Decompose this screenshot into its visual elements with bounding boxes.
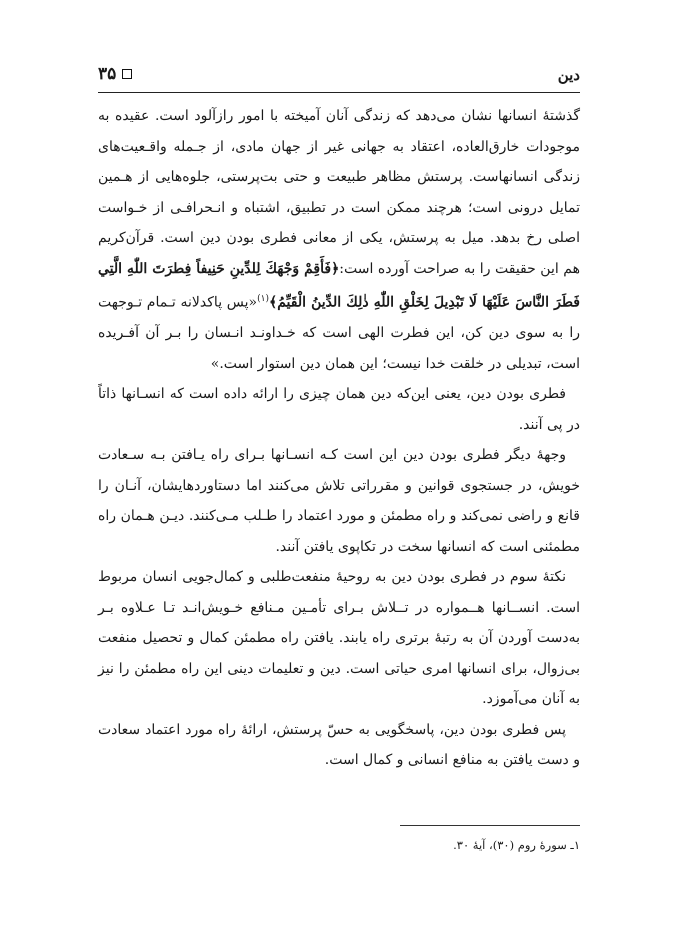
footnote-rule bbox=[400, 825, 580, 826]
footnote: ۱ـ سورهٔ روم (۳۰)، آیهٔ ۳۰. bbox=[453, 838, 580, 852]
footnote-reference: (۱) bbox=[257, 294, 269, 304]
paragraph-1 bbox=[98, 101, 580, 379]
page-number: ۳۵ bbox=[98, 64, 117, 84]
square-marker-icon bbox=[122, 69, 132, 79]
paragraph-1-intro: گذشتهٔ انسانها نشان می‌دهد که زندگی آنان آمیخته با امور رازآلود است. عقیده به موجودات خارق‌العاده، اعتقاد به جهانی غیر از جهان مادی، از جـمله واقـعیت‌های زندگی انسانهاست. پرستش مظاهر طبیعت و حتی بت‌پرستی، جلوه‌هایی از هـمین تمایل درونی است؛ هرچند ممکن است در تطبیق، اشتباه و انـحرافـی از خـواست اصلی رخ بدهد. میل به پرستش، یکی از معانی فطری بودن دین است. قرآن‌کریم هم این حقیقت را به صراحت آورده است: bbox=[98, 108, 580, 277]
chapter-title: دین bbox=[557, 66, 580, 84]
main-text bbox=[98, 101, 580, 776]
paragraph-3: وجههٔ دیگر فطری بودن دین این است کـه انسـانها بـرای راه یـافتن بـه سـعادت خویش، در جستجوی قوانین و مقرراتی تلاش می‌کنند اما دستاوردهایشان، آنـان را قانع و راضی نمی‌کند و راه مطمئن و مورد اعتماد را طـلب مـی‌کنند. دیـن هـمان راه مطمئنی است که انسانها سخت در تکاپوی یافتن آنند. bbox=[98, 447, 580, 555]
verse-translation: «پس پاکدلانه تـمام تـوجهت را به سوی دین کن، این فطرت الهی است که خـداونـد انـسان را بـر آن آفـریده است، تبدیلی در خلقت خدا نیست؛ این همان دین استوار است.» bbox=[98, 294, 580, 372]
quran-verse: ﴿فَأَقِمْ وَجْهَكَ لِلدِّينِ حَنِيفاً فِطرَتَ اللّٰهِ الَّتِي فَطَرَ النَّاسَ عَلَيْهَا لَا تَبْدِيلَ لِخَلْقِ اللّٰهِ ذٰلِكَ الدِّينُ الْقَيِّمُ﴾ bbox=[98, 260, 580, 311]
paragraph-5: پس فطری بودن دین، پاسخگویی به حسّ پرستش، ارائهٔ راه مورد اعتماد سعادت و دست یافتن به منافع انسانی و کمال است. bbox=[98, 721, 580, 769]
running-header bbox=[98, 62, 580, 90]
page-number-group bbox=[98, 64, 132, 84]
header-rule bbox=[98, 92, 580, 93]
paragraph-4: نکتهٔ سوم در فطری بودن دین به روحیهٔ منفعت‌طلبی و کمال‌جویی انسان مربوط است. انســانها هــمواره در تــلاش بـرای تأمـین مـنافع خـویش‌انـد تـا عـلاوه بـر به‌دست آوردن آن به رتبهٔ برتری راه یابند. یافتن راه مطمئن کمال و تحصیل منفعت بی‌زوال، برای انسانها امری حیاتی است. دین و تعلیمات دینی این راه مطمئن را نیز به آنان می‌آموزد. bbox=[98, 569, 580, 708]
paragraph-2: فطری بودن دین، یعنی این‌که دین همان چیزی را ارائه داده است که انسـانها ذاتاً در پی آنند. bbox=[98, 386, 580, 433]
